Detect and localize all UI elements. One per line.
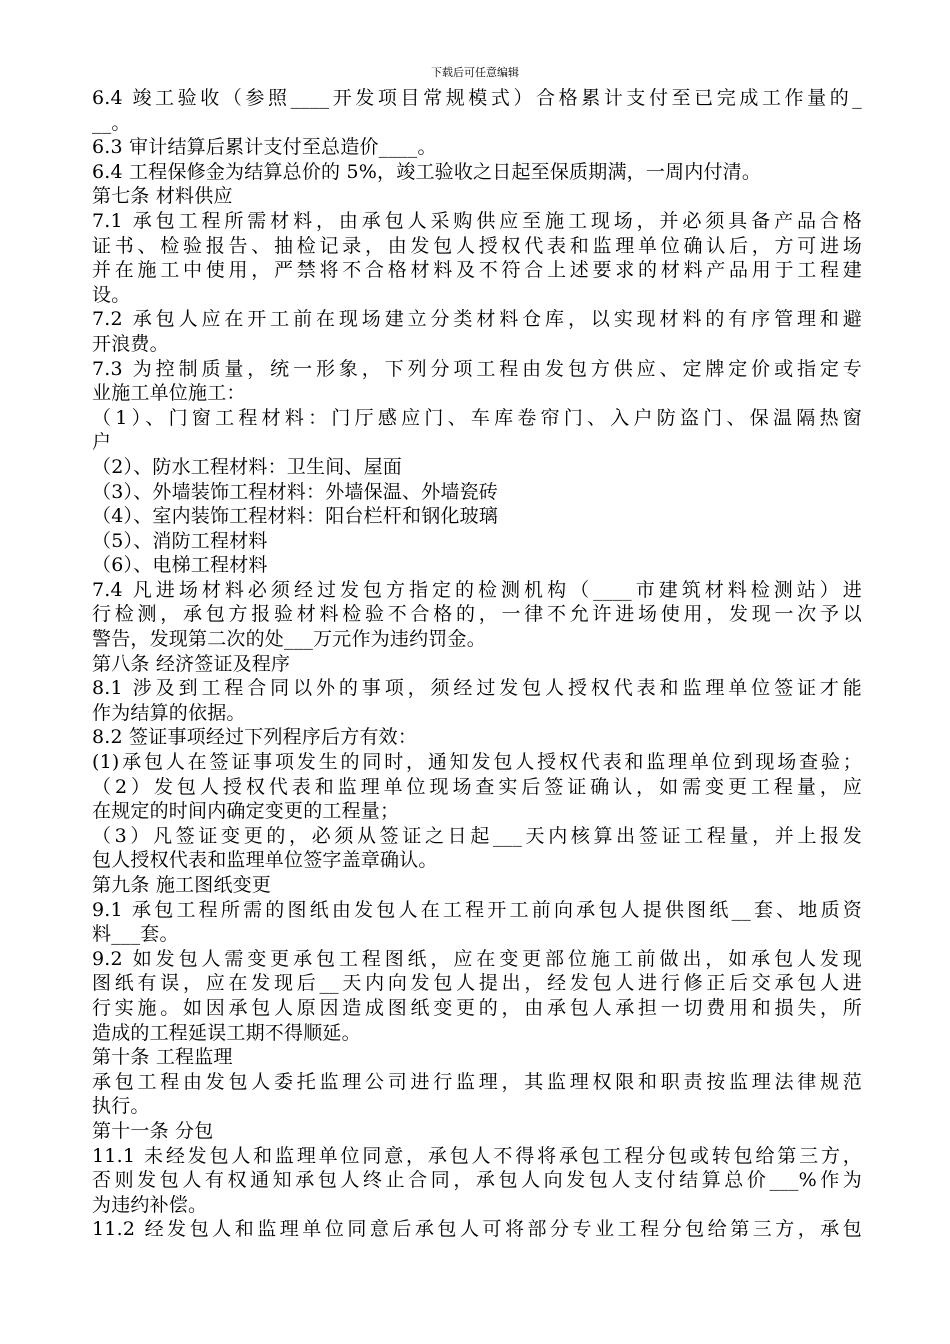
text-line: 11.2 经发包人和监理单位同意后承包人可将部分专业工程分包给第三方，承包 bbox=[92, 1218, 862, 1241]
text-line: 8.1 涉及到工程合同以外的事项，须经过发包人授权代表和监理单位签证才能 bbox=[92, 677, 862, 700]
text-line: 第七条 材料供应 bbox=[92, 185, 233, 208]
text-line: （4）、室内装饰工程材料：阳台栏杆和钢化玻璃 bbox=[92, 505, 498, 528]
text-line: 否则发包人有权通知承包人终止合同，承包人向发包人支付结算总价___%作为 bbox=[92, 1169, 862, 1192]
text-line: （3）、外墙装饰工程材料：外墙保温、外墙瓷砖 bbox=[92, 480, 498, 503]
text-line: 第九条 施工图纸变更 bbox=[92, 874, 272, 896]
text-line: 7.2 承包人应在开工前在现场建立分类材料仓库，以实现材料的有序管理和避 bbox=[92, 308, 862, 331]
text-line: 为违约补偿。 bbox=[92, 1193, 208, 1216]
text-line: 承包工程由发包人委托监理公司进行监理，其监理权限和职责按监理法律规范 bbox=[92, 1070, 862, 1093]
text-line: 包人授权代表和监理单位签字盖章确认。 bbox=[92, 849, 438, 872]
text-line: 6.4 竣工验收（参照____开发项目常规模式）合格累计支付至已完成工作量的_ bbox=[92, 87, 862, 109]
text-line: __。 bbox=[92, 111, 131, 134]
text-line: 7.4 凡进场材料必须经过发包方指定的检测机构（____市建筑材料检测站）进 bbox=[92, 578, 862, 601]
text-line: 7.3 为控制质量，统一形象，下列分项工程由发包方供应、定牌定价或指定专 bbox=[92, 357, 862, 380]
text-line: 户 bbox=[92, 431, 112, 454]
text-line: 11.1 未经发包人和监理单位同意，承包人不得将承包工程分包或转包给第三方， bbox=[92, 1144, 862, 1167]
page-header: 下载后可任意编辑 bbox=[431, 66, 519, 79]
text-line: 造成的工程延误工期不得顺延。 bbox=[92, 1021, 361, 1044]
text-line: （5）、消防工程材料 bbox=[92, 529, 268, 552]
text-line: (1)承包人在签证事项发生的同时，通知发包人授权代表和监理单位到现场查验； bbox=[92, 751, 862, 774]
text-line: 行检测，承包方报验材料检验不合格的，一律不允许进场使用，发现一次予以 bbox=[92, 603, 862, 626]
text-line: 在规定的时间内确定变更的工程量； bbox=[92, 800, 400, 823]
text-line: （2）、防水工程材料：卫生间、屋面 bbox=[92, 455, 402, 478]
text-line: 证书、检验报告、抽检记录，由发包人授权代表和监理单位确认后，方可进场 bbox=[92, 234, 862, 257]
text-line: 第八条 经济签证及程序 bbox=[92, 652, 291, 675]
text-line: 8.2 签证事项经过下列程序后方有效： bbox=[92, 726, 418, 749]
text-line: 作为结算的依据。 bbox=[92, 701, 246, 724]
text-line: 行实施。如因承包人原因造成图纸变更的，由承包人承担一切费用和损失，所 bbox=[92, 996, 862, 1019]
text-line: 并在施工中使用，严禁将不合格材料及不符合上述要求的材料产品用于工程建 bbox=[92, 259, 862, 282]
text-line: 9.1 承包工程所需的图纸由发包人在工程开工前向承包人提供图纸__套、地质资 bbox=[92, 898, 862, 921]
text-line: 警告，发现第二次的处___万元作为违约罚金。 bbox=[92, 628, 486, 651]
text-line: 7.1 承包工程所需材料，由承包人采购供应至施工现场，并必须具备产品合格 bbox=[92, 209, 862, 232]
text-line: 第十条 工程监理 bbox=[92, 1046, 233, 1069]
text-line: 图纸有误，应在发现后__天内向发包人提出，经发包人进行修正后交承包人进 bbox=[92, 972, 862, 995]
text-line: 第十一条 分包 bbox=[92, 1119, 214, 1142]
text-line: 9.2 如发包人需变更承包工程图纸，应在变更部位施工前做出，如承包人发现 bbox=[92, 947, 862, 970]
text-line: 执行。 bbox=[92, 1095, 150, 1118]
text-line: （2）发包人授权代表和监理单位现场查实后签证确认，如需变更工程量，应 bbox=[92, 775, 862, 798]
text-line: 设。 bbox=[92, 283, 131, 306]
text-line: （1）、门窗工程材料：门厅感应门、车库卷帘门、入户防盗门、保温隔热窗 bbox=[92, 406, 862, 429]
text-line: 开浪费。 bbox=[92, 332, 169, 355]
text-line: 6.3 审计结算后累计支付至总造价____。 bbox=[92, 136, 437, 159]
text-line: 6.4 工程保修金为结算总价的 5%，竣工验收之日起至保质期满，一周内付清。 bbox=[92, 160, 762, 183]
text-line: （6）、电梯工程材料 bbox=[92, 554, 268, 577]
text-line: 料___套。 bbox=[92, 923, 179, 946]
document-body bbox=[92, 86, 862, 1242]
text-line: （3）凡签证变更的，必须从签证之日起___天内核算出签证工程量，并上报发 bbox=[92, 824, 862, 847]
text-line: 业施工单位施工： bbox=[92, 382, 246, 405]
